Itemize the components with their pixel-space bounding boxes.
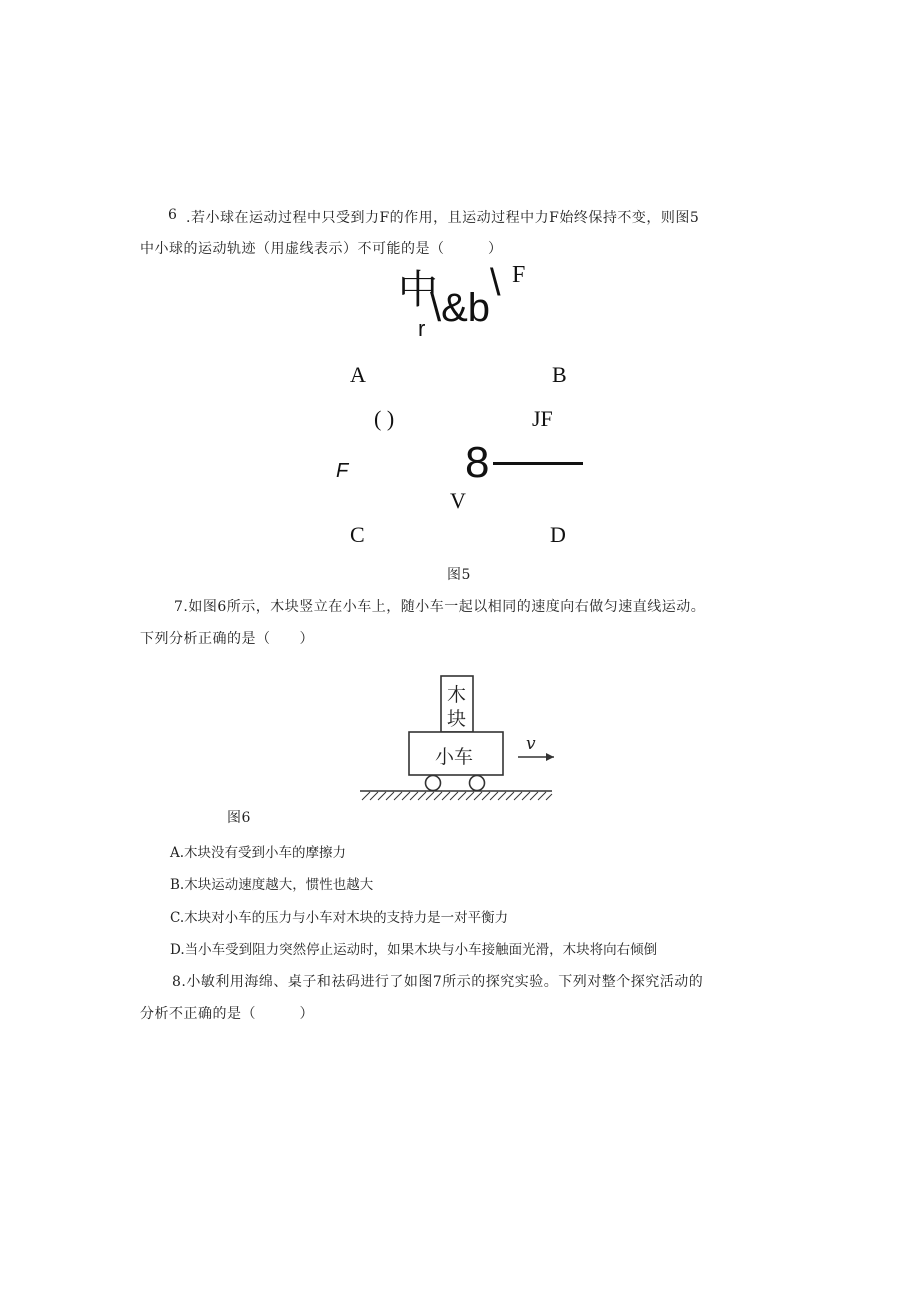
q8-stem-line2: 分析不正确的是（ ） xyxy=(140,1006,314,1022)
fig5-garbled-amp-b: \&b xyxy=(430,286,491,330)
fig5-label-c: C xyxy=(350,522,365,547)
fig5-garbled-jf: JF xyxy=(532,406,553,431)
fig6-wheel-left xyxy=(426,776,441,791)
fig6-velocity-arrowhead xyxy=(546,753,554,761)
fig5-caption: 图5 xyxy=(447,567,471,583)
fig5-label-b: B xyxy=(552,362,567,387)
q7-stem-line2: 下列分析正确的是（ ） xyxy=(140,631,314,647)
fig6-caption: 图6 xyxy=(227,810,251,826)
fig6-block-label-1: 木 xyxy=(447,684,467,706)
q6-stem-line2: 中小球的运动轨迹（用虚线表示）不可能的是（ ） xyxy=(140,241,503,257)
q7-stem-line1: 7.如图6所示，木块竖立在小车上，随小车一起以相同的速度向右做匀速直线运动。 xyxy=(174,599,706,615)
fig5-trajectory-line xyxy=(493,462,583,465)
fig5-label-d: D xyxy=(550,522,566,547)
fig6-ground-hatching xyxy=(362,792,552,800)
fig5-force-F-top: F xyxy=(512,262,526,288)
fig5-garbled-r: r xyxy=(418,316,426,341)
q6-stem-line1: .若小球在运动过程中只受到力F的作用，且运动过程中力F始终保持不变，则图5 xyxy=(186,210,700,226)
fig5-force-F-left: F xyxy=(336,460,349,482)
q7-option-a: A.木块没有受到小车的摩擦力 xyxy=(170,845,347,861)
figure-6 xyxy=(358,672,554,812)
fig5-label-a: A xyxy=(350,362,366,387)
fig5-garbled-8: 8 xyxy=(465,438,490,487)
fig6-block-label-2: 块 xyxy=(447,708,467,730)
fig6-wheel-right xyxy=(470,776,485,791)
q6-number: 6 xyxy=(168,207,178,223)
q7-option-d: D.当小车受到阻力突然停止运动时，如果木块与小车接触面光滑，木块将向右倾倒 xyxy=(170,942,658,958)
fig5-velocity-v: V xyxy=(450,488,466,513)
q7-option-b: B.木块运动速度越大，惯性也越大 xyxy=(170,877,374,893)
fig5-garbled-slash: \ xyxy=(490,262,501,304)
fig6-velocity-label: v xyxy=(526,734,536,754)
q7-option-c: C.木块对小车的压力与小车对木块的支持力是一对平衡力 xyxy=(170,910,509,926)
q8-stem-line1: 8.小敏利用海绵、桌子和祛码进行了如图7所示的探究实验。下列对整个探究活动的 xyxy=(172,974,704,990)
fig5-garbled-parens: ( ) xyxy=(374,406,395,431)
fig5-garbled-zhong: 中 xyxy=(398,268,438,312)
fig6-cart-label: 小车 xyxy=(435,746,474,768)
